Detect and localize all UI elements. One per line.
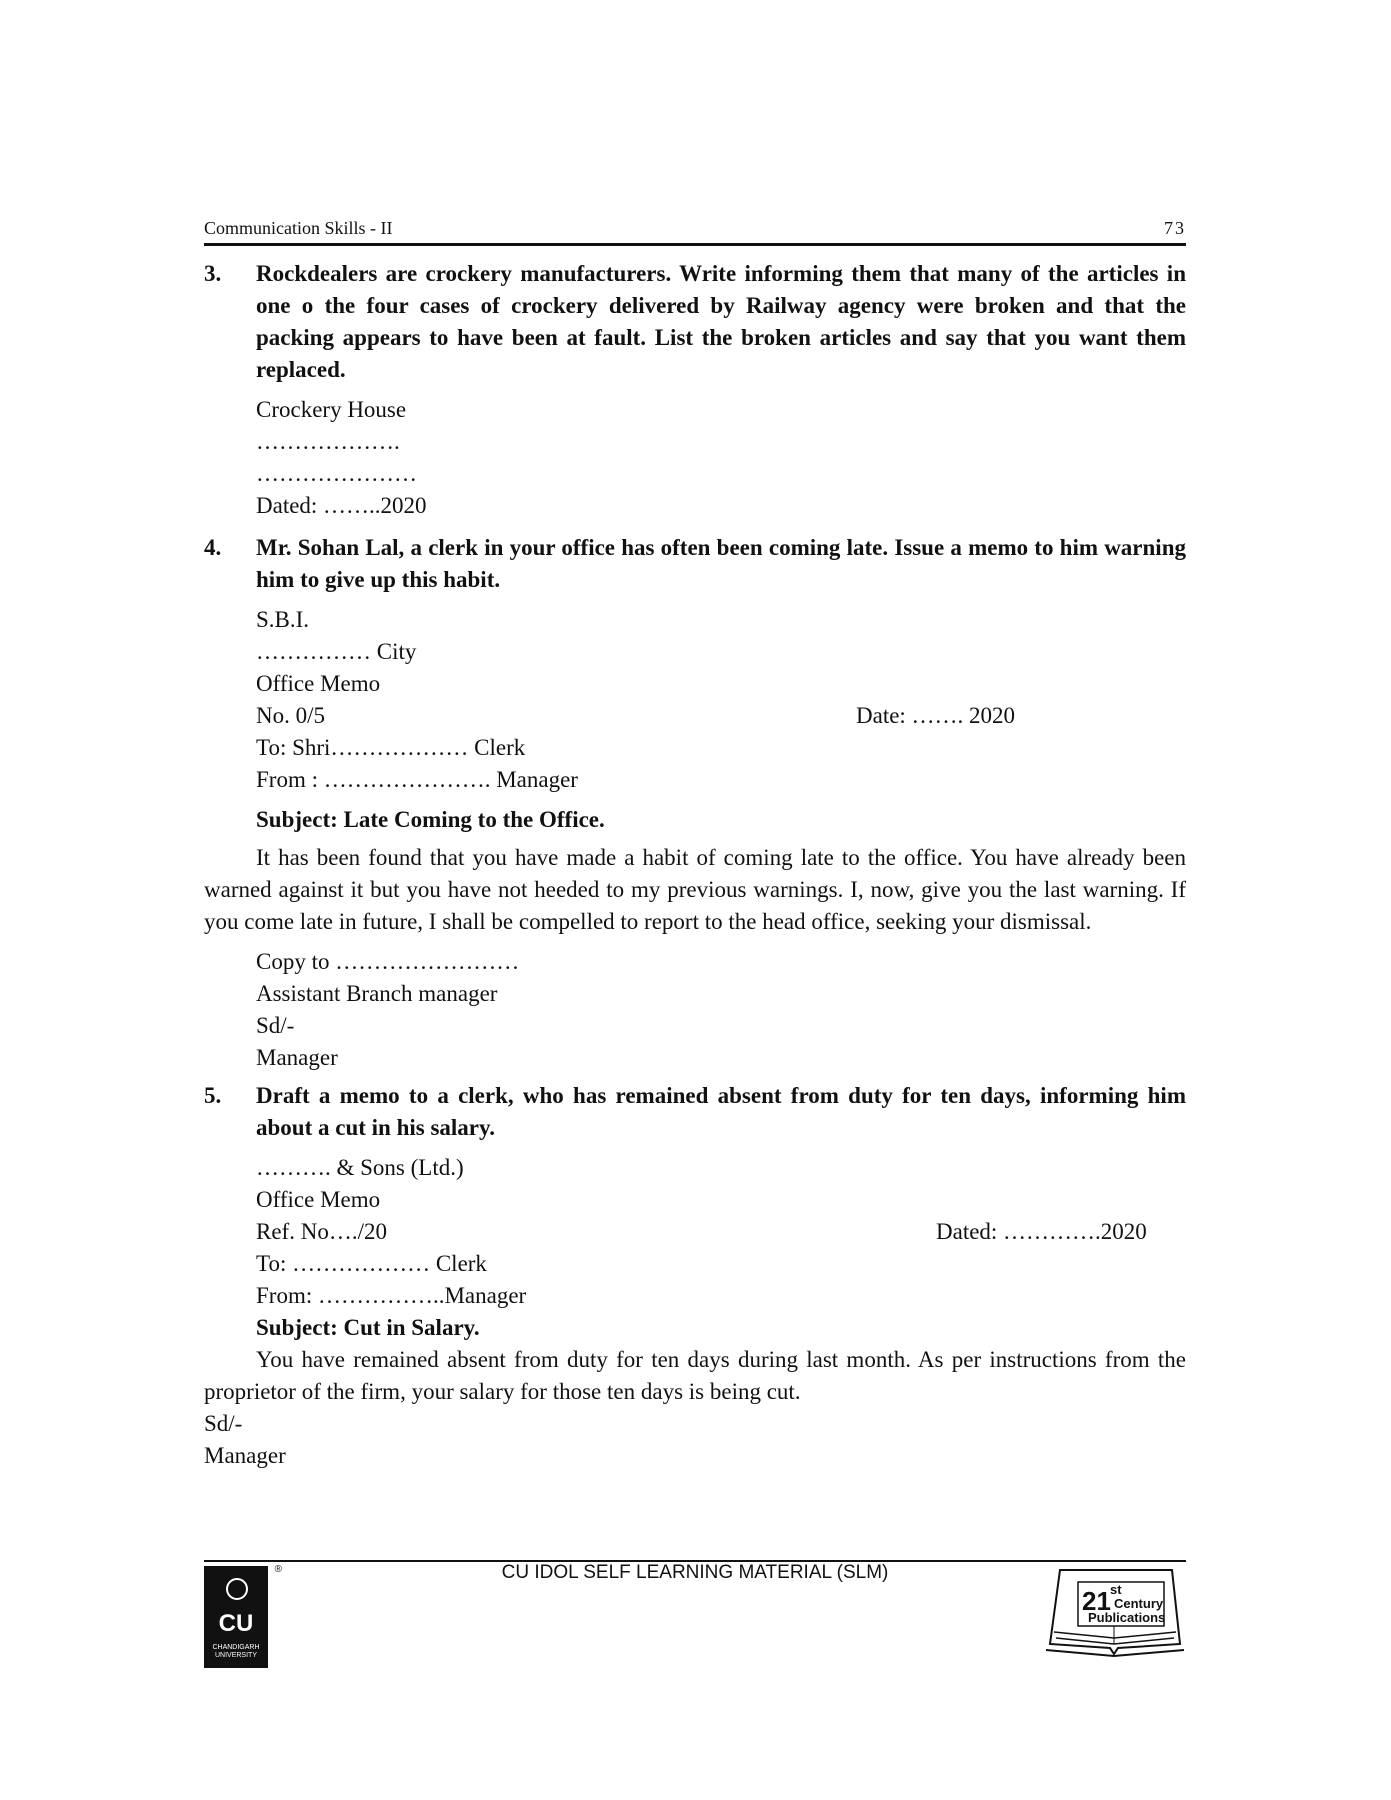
memo-line: …………… City [256,639,417,664]
question-number: 4. [204,535,222,560]
header-title: Communication Skills - II [204,218,393,238]
question-5 [204,1080,1186,1144]
closing-line: Manager [256,1045,338,1070]
memo-line: S.B.I. [256,607,310,632]
memo-date: Date: ……. 2020 [856,703,1016,728]
question-text: Rockdealers are crockery manufacturers. Write informing them that many of the articles in one o the four cases of crockery delivered by Railway agency were broken and that the packing appears to have been at fault. List the broken articles and say that you want them replaced. [256,261,1186,382]
date-line: Dated: ……..2020 [256,493,427,518]
publisher-logo [1044,1564,1186,1658]
footer-text: CU IDOL SELF LEARNING MATERIAL (SLM) [501,1562,889,1583]
question-number: 5. [204,1083,222,1108]
memo-date: Dated: ………….2020 [936,1219,1147,1244]
question-4 [204,532,1186,596]
question-number: 3. [204,261,222,286]
closing-line: Manager [204,1443,286,1468]
memo-body: You have remained absent from duty for ten days during last month. As per instructions from the proprietor of the firm, your salary for those ten days is being cut. [204,1347,1186,1404]
memo-line: Office Memo [256,671,381,696]
memo-number-row [256,700,1186,732]
memo-heading-block [204,1152,1186,1312]
cu-logo-mark: CU [218,1610,254,1637]
memo-line: Office Memo [256,1187,381,1212]
emblem-icon [226,1578,248,1600]
closing-line: Copy to …………………… [256,949,520,974]
pub-logo-line2: Publications [1088,1610,1166,1625]
page-number: 73 [1164,218,1186,238]
closing-line: Sd/- [256,1013,295,1038]
question-text: Mr. Sohan Lal, a clerk in your office has often been coming late. Issue a memo to him warning him to give up this habit. [256,535,1186,592]
memo-to: To: ……………… Clerk [256,1251,487,1276]
cu-logo-name: CHANDIGARH UNIVERSITY [212,1644,260,1659]
pub-logo-sup: st [1110,1582,1122,1597]
memo-number: No. 0/5 [256,703,325,728]
memo-heading-block [204,604,1186,796]
memo-from: From: ……………..Manager [256,1283,527,1308]
memo-closing [204,946,1186,1074]
closing-line: Assistant Branch manager [256,981,498,1006]
memo-to: To: Shri……………… Clerk [256,735,526,760]
address-line: ………………… [256,461,417,486]
memo-ref: Ref. No…./20 [256,1219,387,1244]
page-content [204,258,1186,1472]
closing-line: Sd/- [204,1411,243,1436]
memo-ref-row [256,1216,1186,1248]
memo-subject: Subject: Late Coming to the Office. [256,807,605,832]
running-header [204,216,1186,244]
pub-logo-line1: Century [1114,1596,1164,1611]
memo-body: It has been found that you have made a habit of coming late to the office. You have already been warned against it but you have not heeded to my previous warnings. I, now, give you the last warning. If you come late in future, I shall be compelled to report to the head office, seeking your dismissal. [204,845,1186,934]
cu-logo [204,1564,282,1668]
question-3 [204,258,1186,386]
question-text: Draft a memo to a clerk, who has remained absent from duty for ten days, informing him about a cut in his salary. [256,1083,1186,1140]
header-rule [204,243,1186,246]
letter-address-block [204,394,1186,522]
memo-from: From : …………………. Manager [256,767,578,792]
pub-logo-number: 21 [1082,1586,1111,1616]
address-line: ………………. [256,429,400,454]
memo-closing [204,1408,1186,1472]
memo-line: ………. & Sons (Ltd.) [256,1155,464,1180]
address-line: Crockery House [256,397,407,422]
registered-mark: ® [274,1564,282,1575]
memo-subject: Subject: Cut in Salary. [256,1315,480,1340]
